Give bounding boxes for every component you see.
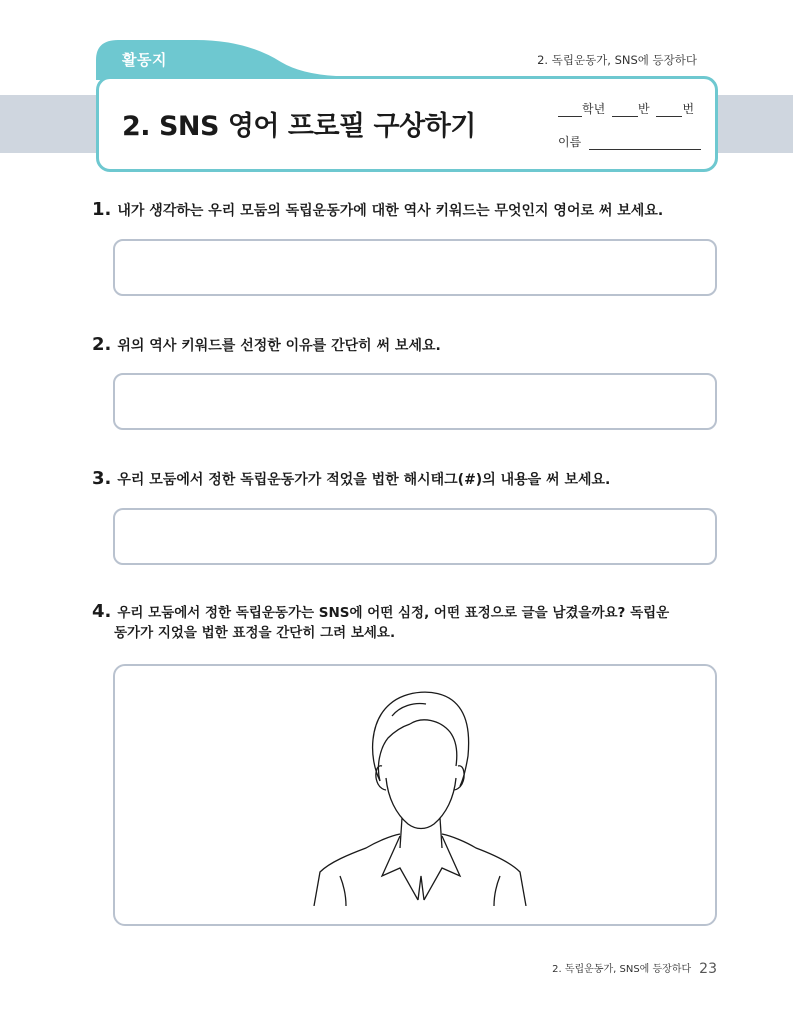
question-number: 1.: [92, 199, 112, 220]
footer-section: 2. 독립운동가, SNS에 등장하다: [552, 964, 692, 975]
section-subtitle: 2. 독립운동가, SNS에 등장하다: [537, 53, 697, 67]
page-footer: [552, 960, 717, 977]
grade-label: 학년: [582, 102, 606, 116]
activity-tab-label: 활동지: [122, 51, 167, 69]
student-info-line: [558, 100, 694, 117]
answer-box-3[interactable]: [113, 508, 717, 565]
question-number: 4.: [92, 601, 112, 622]
question-2: [92, 335, 441, 356]
question-text: 위의 역사 키워드를 선정한 이유를 간단히 써 보세요.: [117, 338, 441, 354]
question-text: 내가 생각하는 우리 모둠의 독립운동가에 대한 역사 키워드는 무엇인지 영어로 써 보세요.: [117, 203, 664, 219]
question-text: 우리 모둠에서 정한 독립운동가가 적었을 법한 해시태그(#)의 내용을 써 보세요.: [117, 472, 611, 488]
number-label: 번: [682, 102, 695, 116]
name-label: 이름: [558, 135, 582, 149]
person-outline-illustration: [310, 686, 530, 906]
answer-box-2[interactable]: [113, 373, 717, 430]
class-label: 반: [638, 102, 650, 116]
page-number: 23: [699, 961, 717, 977]
question-text-continued: 동가가 지었을 법한 표정을 간단히 그려 보세요.: [114, 625, 396, 641]
question-1: [92, 200, 663, 221]
question-text: 우리 모둠에서 정한 독립운동가는 SNS에 어떤 심정, 어떤 표정으로 글을 남겼을까요? 독립운: [117, 605, 670, 621]
question-number: 3.: [92, 468, 112, 489]
student-name-line: [558, 133, 701, 150]
page-title: 2. SNS 영어 프로필 구상하기: [122, 111, 476, 142]
name-blank[interactable]: [589, 137, 701, 150]
class-blank[interactable]: [612, 104, 638, 117]
question-3: [92, 469, 610, 490]
question-number: 2.: [92, 334, 112, 355]
question-4: [92, 602, 732, 643]
number-blank[interactable]: [656, 104, 682, 117]
answer-box-1[interactable]: [113, 239, 717, 296]
grade-blank[interactable]: [558, 104, 582, 117]
